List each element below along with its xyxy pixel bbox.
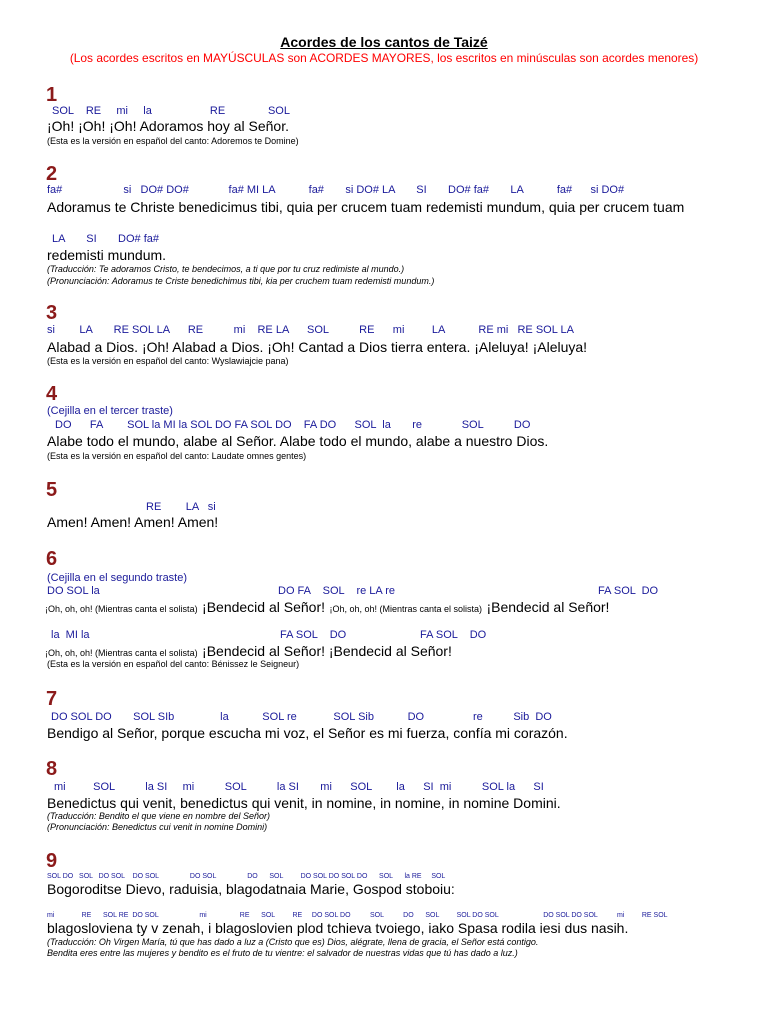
song-9-chords-1: SOL DO SOL DO SOL DO SOL DO SOL DO SOL DO SOL DO SOL DO SOL la RE SOL [47,873,446,880]
song-6-solo-1: ¡Oh, oh, oh! (Mientras canta el solista) [45,604,198,614]
song-6-chords-1b: DO FA SOL re LA re [278,585,395,597]
song-6-solo-3: ¡Oh, oh, oh! (Mientras canta el solista) [45,648,198,658]
song-1-note: (Esta es la versión en español del canto: Adoremos te Domine) [47,136,299,146]
song-8-translation: (Traducción: Bendito el que viene en nombre del Señor) [47,811,270,821]
song-9-lyric-2: blagosloviena ty v zenah, i blagoslovien plod tchieva tvoiego, iako Spasa rodila iesi dus nasih. [47,920,629,936]
song-9-translation-1: (Traducción: Oh Virgen María, tú que has dado a luz a (Cristo que es) Dios, alégrate, llena de gracia, el Señor está contigo. [47,937,539,947]
song-4-lyric: Alabe todo el mundo, alabe al Señor. Alabe todo el mundo, alabe a nuestro Dios. [47,433,549,449]
song-6-lyric-1a: ¡Bendecid al Señor! [202,599,325,615]
song-2-chords-2: LA SI DO# fa# [52,233,159,245]
song-5-chords: RE LA si [146,501,216,513]
song-8-lyric: Benedictus qui venit, benedictus qui venit, in nomine, in nomine, in nomine Domini. [47,795,561,811]
song-3-note: (Esta es la versión en español del canto: Wyslawiajcie pana) [47,356,289,366]
song-7-chords: DO SOL DO SOL SIb la SOL re SOL Sib DO re Sib DO [51,711,552,723]
song-5-number: 5 [46,479,58,501]
page-subtitle: (Los acordes escritos en MAYÚSCULAS son ACORDES MAYORES, los escritos en minúsculas son acordes menores) [69,51,699,65]
song-8-number: 8 [46,758,58,780]
song-6-chords-1a: DO SOL la [47,585,100,597]
song-9-lyric-1: Bogoroditse Dievo, raduisia, blagodatnaia Marie, Gospod stoboiu: [47,881,455,897]
song-4-number: 4 [46,383,58,405]
song-6-chords-2b: FA SOL DO [280,629,347,641]
song-6-capo: (Cejilla en el segundo traste) [47,572,188,584]
song-6-chords-1c: FA SOL DO [598,585,659,597]
song-2-number: 2 [46,163,58,185]
song-6-lyric-1b: ¡Bendecid al Señor! [486,599,610,615]
song-6-number: 6 [46,548,58,570]
song-4-note: (Esta es la versión en español del canto: Laudate omnes gentes) [47,451,307,461]
song-6-note: (Esta es la versión en español del canto: Bénissez le Seigneur) [47,659,300,669]
song-2-translation: (Traducción: Te adoramos Cristo, te bendecimos, a ti que por tu cruz redimiste al mundo.) [47,264,405,274]
song-2-pronunciation: (Pronunciación: Adoramus te Criste benedichimus tibi, kia per cruchem tuam redemisti mundum.) [47,276,435,286]
song-3-number: 3 [46,302,58,324]
song-6-solo-2: ¡Oh, oh, oh! (Mientras canta el solista) [329,604,483,614]
song-9-number: 9 [46,850,58,872]
song-2-chords-1: fa# si DO# DO# fa# MI LA fa# si DO# LA SI DO# fa# LA fa# si DO# [47,184,625,196]
song-1-number: 1 [46,84,58,106]
song-6-lyric-2: ¡Bendecid al Señor! ¡Bendecid al Señor! [202,643,452,659]
song-6-chords-2a: la MI la [51,629,90,641]
page-title: Acordes de los cantos de Taizé [280,34,488,50]
song-1-chords: SOL RE mi la RE SOL [52,105,290,117]
song-2-lyric-2: redemisti mundum. [47,247,167,263]
song-1-lyric: ¡Oh! ¡Oh! ¡Oh! Adoramos hoy al Señor. [47,118,289,134]
song-3-chords: si LA RE SOL LA RE mi RE LA SOL RE mi LA RE mi RE SOL LA [47,324,574,336]
song-4-chords: DO FA SOL la MI la SOL DO FA SOL DO FA DO SOL la re SOL DO [55,419,531,431]
song-6-chords-2c: FA SOL DO [420,629,487,641]
song-7-number: 7 [46,688,58,710]
song-3-lyric: Alabad a Dios. ¡Oh! Alabad a Dios. ¡Oh! Cantad a Dios tierra entera. ¡Aleluya! ¡Aleluya! [47,339,588,355]
song-4-capo: (Cejilla en el tercer traste) [47,405,173,417]
song-9-translation-2: Bendita eres entre las mujeres y bendito es el fruto de tu vientre: el salvador de nuestras vidas que tú has dado a luz.) [47,948,518,958]
song-6-line-1 [45,599,609,617]
song-7-lyric: Bendigo al Señor, porque escucha mi voz, el Señor es mi fuerza, confía mi corazón. [47,725,568,741]
song-9-chords-2: mi RE SOL RE DO SOL mi RE SOL RE DO SOL DO SOL DO SOL SOL DO SOL DO SOL DO SOL mi RE SOL [47,912,668,919]
song-2-lyric-1: Adoramus te Christe benedicimus tibi, quia per crucem tuam redemisti mundum, quia per crucem tuam [47,199,685,215]
song-8-pronunciation: (Pronunciación: Benedictus cui venit in nomine Domini) [47,822,268,832]
song-5-lyric: Amen! Amen! Amen! Amen! [47,514,219,530]
song-8-chords: mi SOL la SI mi SOL la SI mi SOL la SI mi SOL la SI [54,781,544,793]
